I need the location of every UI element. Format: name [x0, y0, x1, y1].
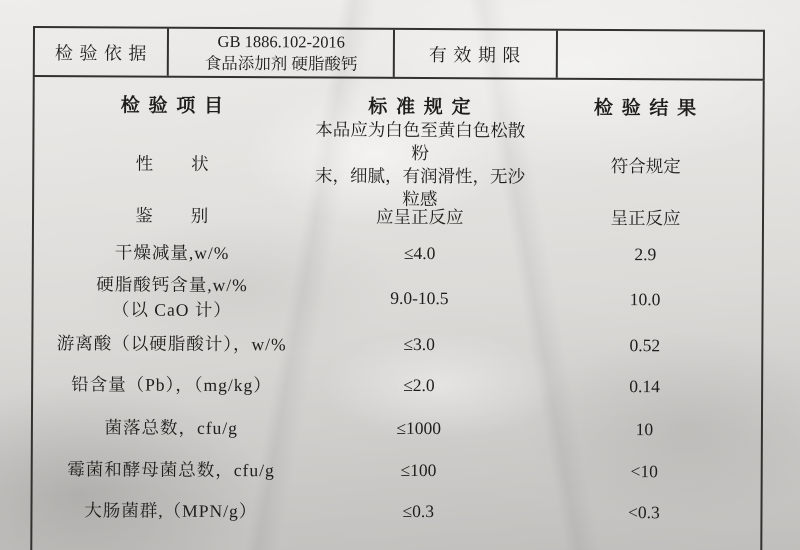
- standard-cell: [311, 118, 530, 209]
- standard-cell: ≤100: [400, 459, 437, 480]
- standard-cell: ≤1000: [396, 417, 442, 439]
- column-header-standard: 标 准 规 定: [368, 96, 473, 119]
- validity-period-value: [555, 31, 763, 79]
- header-info-table: [33, 26, 765, 81]
- result-cell: 10.0: [629, 288, 661, 309]
- table-row: [33, 405, 761, 452]
- result-cell: <10: [630, 460, 658, 481]
- item-cell: 游离酸（以硬脂酸计），w/%: [56, 332, 287, 354]
- result-cell: 0.14: [629, 375, 660, 396]
- item-cell: [33, 269, 310, 324]
- item-cell: 铅含量（Pb），（mg/kg）: [71, 373, 272, 395]
- result-cell: 2.9: [634, 243, 657, 264]
- standard-text-line2: 末，细腻，有润滑性，无沙粒感: [315, 164, 526, 209]
- result-cell: 10: [635, 419, 654, 440]
- item-text-line1: 硬脂酸钙含量,w/%: [96, 274, 248, 296]
- column-header-result: 检 验 结 果: [593, 97, 699, 120]
- table-row: [34, 195, 762, 237]
- standard-cell: ≤0.3: [402, 500, 435, 521]
- standard-cell: ≤2.0: [403, 374, 435, 395]
- result-cell: 0.52: [629, 334, 661, 355]
- table-row: [32, 488, 760, 534]
- item-cell: 霉菌和酵母菌总数，cfu/g: [67, 458, 275, 480]
- standard-text-line1: 本品应为白色至黄白色松散粉: [315, 118, 526, 163]
- inspection-basis-value: [167, 29, 393, 77]
- item-cell: 干燥减量,w/%: [114, 241, 230, 263]
- standard-cell: 应呈正反应: [376, 206, 464, 227]
- standard-cell: ≤4.0: [403, 242, 436, 263]
- standard-number: GB 1886.102-2016: [217, 31, 346, 52]
- standard-cell: 9.0-10.5: [390, 287, 449, 308]
- column-header-item: 检 验 项 目: [120, 95, 226, 117]
- standard-title: 食品添加剂 硬脂酸钙: [204, 53, 358, 74]
- result-cell: <0.3: [628, 501, 660, 522]
- item-text-line2: （以 CaO 计）: [111, 299, 232, 321]
- table-row: [33, 323, 761, 365]
- standard-cell: ≤3.0: [403, 333, 435, 354]
- table-row: [34, 233, 762, 273]
- inspection-basis-label: 检 验 依 据: [54, 42, 148, 64]
- item-cell: 性 状: [135, 153, 210, 174]
- item-cell: 大肠菌群,（MPN/g）: [84, 499, 258, 521]
- result-cell: 呈正反应: [610, 207, 681, 228]
- table-row: [34, 118, 762, 209]
- result-cell: 符合规定: [610, 155, 681, 177]
- table-row: [33, 269, 761, 327]
- item-cell: 菌落总数，cfu/g: [104, 417, 239, 439]
- item-cell: 鉴 别: [135, 205, 210, 226]
- table-row: [33, 361, 761, 409]
- validity-period-label: 有 效 期 限: [393, 30, 556, 78]
- table-row: [33, 448, 761, 492]
- inspection-table: [30, 77, 764, 550]
